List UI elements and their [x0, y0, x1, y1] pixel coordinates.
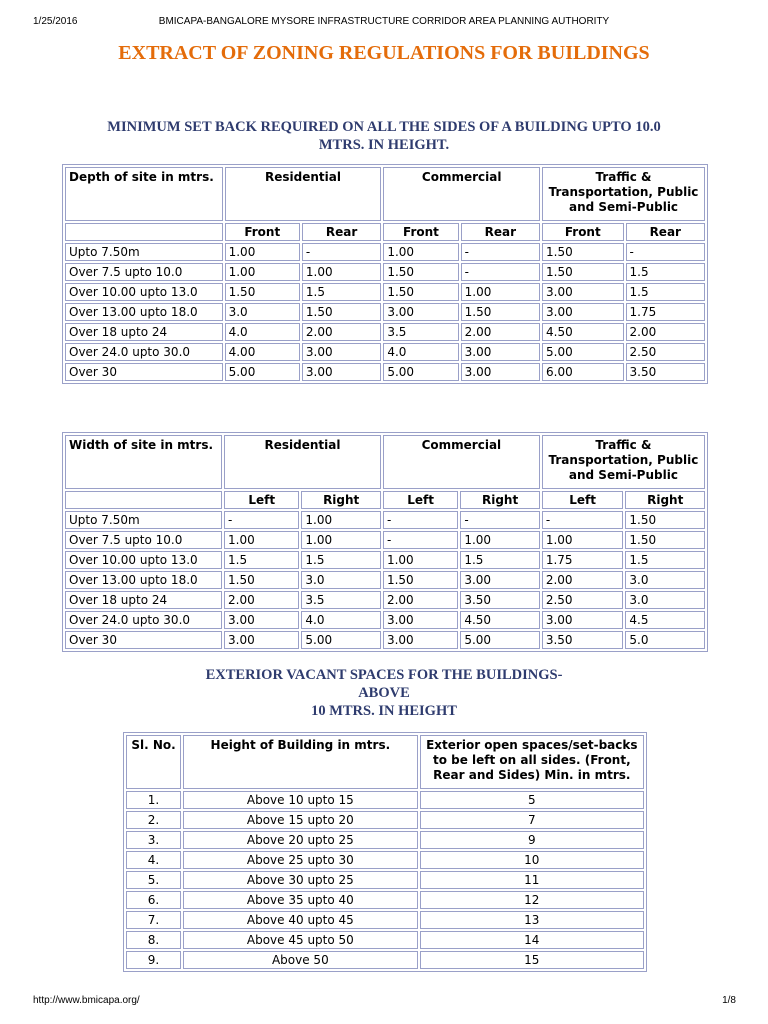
- setback-depth-table: [62, 164, 708, 384]
- table-cell: 3.00: [302, 363, 381, 381]
- table-cell: 4.: [126, 851, 181, 869]
- table-row: [65, 343, 705, 361]
- table-cell: 3.00: [542, 611, 624, 629]
- subheader: Front: [225, 223, 300, 241]
- table-cell: 2.00: [626, 323, 705, 341]
- table-cell: Above 30 upto 25: [183, 871, 418, 889]
- table-row: [65, 571, 705, 589]
- table-cell: 3.00: [542, 303, 623, 321]
- table-cell: 5.0: [625, 631, 705, 649]
- table-cell: 4.0: [383, 343, 458, 361]
- page-footer-url[interactable]: http://www.bmicapa.org/: [33, 995, 140, 1006]
- table-cell: Over 18 upto 24: [65, 323, 223, 341]
- table-cell: -: [383, 531, 458, 549]
- table-row: [65, 363, 705, 381]
- table-cell: 1.00: [461, 283, 540, 301]
- setback-width-table: [62, 432, 708, 652]
- height-header: Height of Building in mtrs.: [183, 735, 418, 789]
- table-cell: -: [460, 511, 540, 529]
- table-cell: -: [626, 243, 705, 261]
- table-header-row: [126, 735, 644, 789]
- table-cell: 3.0: [625, 591, 705, 609]
- table-cell: 3.00: [461, 363, 540, 381]
- table-cell: 1.50: [542, 243, 623, 261]
- table-cell: 15: [420, 951, 644, 969]
- table-cell: 5.00: [383, 363, 458, 381]
- table-cell: Over 30: [65, 631, 222, 649]
- table-cell: 8.: [126, 931, 181, 949]
- table-cell: 1.75: [542, 551, 624, 569]
- table-row: [126, 931, 644, 949]
- table-cell: Above 25 upto 30: [183, 851, 418, 869]
- group-header-traffic: Traffic & Transportation, Public and Semi-Public: [542, 435, 705, 489]
- subheader: Rear: [302, 223, 381, 241]
- table-cell: 1.5: [224, 551, 299, 569]
- subheader: Left: [542, 491, 624, 509]
- subheader: Left: [224, 491, 299, 509]
- table-cell: 4.5: [625, 611, 705, 629]
- table-cell: 1.50: [225, 283, 300, 301]
- table-row: [65, 283, 705, 301]
- table-cell: 1.00: [460, 531, 540, 549]
- table-cell: 2.00: [542, 571, 624, 589]
- table-cell: 3.00: [383, 611, 458, 629]
- table-cell: 3.00: [460, 571, 540, 589]
- table-row: [126, 791, 644, 809]
- table-cell: -: [224, 511, 299, 529]
- group-header-residential: Residential: [224, 435, 381, 489]
- sl-no-header: Sl. No.: [126, 735, 181, 789]
- table-cell: 3.00: [461, 343, 540, 361]
- width-column-header: Width of site in mtrs.: [65, 435, 222, 489]
- table-cell: 5.00: [225, 363, 300, 381]
- table-cell: 4.0: [225, 323, 300, 341]
- section1-heading-line2: MTRS. IN HEIGHT.: [318, 137, 450, 153]
- group-header-commercial: Commercial: [383, 435, 540, 489]
- table-cell: 9.: [126, 951, 181, 969]
- section2-heading-line1: EXTERIOR VACANT SPACES FOR THE BUILDINGS-: [205, 667, 563, 683]
- table-cell: 14: [420, 931, 644, 949]
- table-cell: Over 24.0 upto 30.0: [65, 343, 223, 361]
- table-cell: 4.0: [301, 611, 381, 629]
- table-cell: Above 40 upto 45: [183, 911, 418, 929]
- table-cell: 9: [420, 831, 644, 849]
- depth-column-header: Depth of site in mtrs.: [65, 167, 223, 221]
- table-row: [65, 611, 705, 629]
- table-row: [126, 811, 644, 829]
- table-row: [126, 851, 644, 869]
- table-cell: 5.00: [542, 343, 623, 361]
- subheader-empty: [65, 491, 222, 509]
- table-cell: 10: [420, 851, 644, 869]
- table-cell: -: [461, 243, 540, 261]
- subheader: Right: [625, 491, 705, 509]
- table-cell: 1.00: [383, 551, 458, 569]
- table-cell: 3.0: [301, 571, 381, 589]
- table-cell: 1.5: [626, 283, 705, 301]
- table-cell: 2.00: [461, 323, 540, 341]
- table-cell: 3.00: [383, 303, 458, 321]
- table-row: [65, 303, 705, 321]
- table-cell: 3.5: [301, 591, 381, 609]
- table-cell: 5.00: [460, 631, 540, 649]
- table-cell: 1.50: [542, 263, 623, 281]
- table-cell: 1.50: [625, 531, 705, 549]
- table-row: [65, 591, 705, 609]
- table-cell: 1.50: [302, 303, 381, 321]
- table-cell: 1.50: [383, 283, 458, 301]
- table-cell: -: [542, 511, 624, 529]
- table-cell: 2.50: [626, 343, 705, 361]
- table-cell: 1.: [126, 791, 181, 809]
- subheader-empty: [65, 223, 223, 241]
- table-row: [65, 631, 705, 649]
- section1-heading-line1: MINIMUM SET BACK REQUIRED ON ALL THE SIDES OF A BUILDING UPTO 10.0: [107, 119, 661, 135]
- page-footer-page-number: 1/8: [722, 995, 736, 1006]
- table-cell: -: [302, 243, 381, 261]
- page-header-title: BMICAPA-BANGALORE MYSORE INFRASTRUCTURE CORRIDOR AREA PLANNING AUTHORITY: [158, 16, 610, 27]
- table-cell: 5.: [126, 871, 181, 889]
- table-cell: Upto 7.50m: [65, 511, 222, 529]
- table-cell: -: [383, 511, 458, 529]
- table-row: [126, 831, 644, 849]
- table-cell: 1.00: [301, 511, 381, 529]
- group-header-commercial: Commercial: [383, 167, 540, 221]
- table-cell: Over 7.5 upto 10.0: [65, 531, 222, 549]
- open-space-header: Exterior open spaces/set-backs to be left on all sides. (Front, Rear and Sides) Min. in mtrs.: [420, 735, 644, 789]
- table-subheader-row: [65, 223, 705, 241]
- table-cell: 1.5: [301, 551, 381, 569]
- table-cell: Above 20 upto 25: [183, 831, 418, 849]
- table-cell: 1.5: [625, 551, 705, 569]
- table-cell: 3.00: [383, 631, 458, 649]
- table-cell: 1.00: [225, 243, 300, 261]
- table-cell: 5.00: [301, 631, 381, 649]
- table-cell: 3.: [126, 831, 181, 849]
- section2-heading-line3: 10 MTRS. IN HEIGHT: [311, 703, 457, 719]
- table-cell: 1.50: [625, 511, 705, 529]
- table-cell: 4.00: [225, 343, 300, 361]
- table-cell: 6.: [126, 891, 181, 909]
- table-row: [126, 951, 644, 969]
- table-row: [126, 891, 644, 909]
- table-cell: 3.00: [224, 631, 299, 649]
- table-cell: 1.00: [542, 531, 624, 549]
- table-cell: 2.: [126, 811, 181, 829]
- table-cell: Over 10.00 upto 13.0: [65, 283, 223, 301]
- table-cell: Upto 7.50m: [65, 243, 223, 261]
- table-cell: Over 30: [65, 363, 223, 381]
- table-cell: 2.00: [383, 591, 458, 609]
- section2-heading: [0, 666, 768, 720]
- table-cell: 2.50: [542, 591, 624, 609]
- table-cell: Over 24.0 upto 30.0: [65, 611, 222, 629]
- table-cell: 7.: [126, 911, 181, 929]
- exterior-spaces-table: [123, 732, 647, 972]
- table-cell: Above 10 upto 15: [183, 791, 418, 809]
- table-cell: Above 15 upto 20: [183, 811, 418, 829]
- table-cell: Above 50: [183, 951, 418, 969]
- group-header-residential: Residential: [225, 167, 382, 221]
- table-cell: Over 10.00 upto 13.0: [65, 551, 222, 569]
- table-cell: 1.00: [301, 531, 381, 549]
- page-header-date: 1/25/2016: [33, 16, 78, 27]
- table-header-row: [65, 435, 705, 489]
- subheader: Left: [383, 491, 458, 509]
- table-cell: 7: [420, 811, 644, 829]
- table-cell: 1.75: [626, 303, 705, 321]
- subheader: Right: [301, 491, 381, 509]
- table-row: [126, 911, 644, 929]
- table-cell: 1.50: [383, 263, 458, 281]
- subheader: Front: [383, 223, 458, 241]
- table-cell: 11: [420, 871, 644, 889]
- table-header-row: [65, 167, 705, 221]
- table-cell: 13: [420, 911, 644, 929]
- table-cell: Over 13.00 upto 18.0: [65, 571, 222, 589]
- table-row: [65, 243, 705, 261]
- table-cell: Above 35 upto 40: [183, 891, 418, 909]
- table-cell: 1.5: [302, 283, 381, 301]
- table-cell: 3.0: [225, 303, 300, 321]
- section1-heading: [0, 118, 768, 154]
- subheader: Rear: [626, 223, 705, 241]
- table-cell: -: [461, 263, 540, 281]
- table-cell: 6.00: [542, 363, 623, 381]
- table-cell: 3.00: [224, 611, 299, 629]
- table-cell: Above 45 upto 50: [183, 931, 418, 949]
- table-cell: 1.5: [626, 263, 705, 281]
- table-cell: 3.5: [383, 323, 458, 341]
- table-cell: 3.50: [542, 631, 624, 649]
- table-cell: 2.00: [302, 323, 381, 341]
- table-row: [126, 871, 644, 889]
- subheader: Rear: [461, 223, 540, 241]
- table-cell: 1.5: [460, 551, 540, 569]
- table-cell: 1.00: [225, 263, 300, 281]
- table-cell: 12: [420, 891, 644, 909]
- table-row: [65, 531, 705, 549]
- table-cell: 3.50: [460, 591, 540, 609]
- table-cell: 1.50: [461, 303, 540, 321]
- table-cell: 3.0: [625, 571, 705, 589]
- table-row: [65, 263, 705, 281]
- subheader: Front: [542, 223, 623, 241]
- main-title: EXTRACT OF ZONING REGULATIONS FOR BUILDINGS: [118, 42, 650, 64]
- subheader: Right: [460, 491, 540, 509]
- table-cell: 3.00: [302, 343, 381, 361]
- table-cell: Over 7.5 upto 10.0: [65, 263, 223, 281]
- table-cell: 1.50: [383, 571, 458, 589]
- table-cell: 1.50: [224, 571, 299, 589]
- section2-heading-line2: ABOVE: [358, 685, 410, 701]
- table-row: [65, 511, 705, 529]
- table-cell: Over 13.00 upto 18.0: [65, 303, 223, 321]
- table-row: [65, 551, 705, 569]
- table-cell: 3.50: [626, 363, 705, 381]
- table-cell: 1.00: [302, 263, 381, 281]
- table-cell: 1.00: [383, 243, 458, 261]
- table-subheader-row: [65, 491, 705, 509]
- table-cell: 2.00: [224, 591, 299, 609]
- table-cell: 4.50: [460, 611, 540, 629]
- table-cell: 4.50: [542, 323, 623, 341]
- table-cell: 5: [420, 791, 644, 809]
- table-cell: 1.00: [224, 531, 299, 549]
- table-cell: Over 18 upto 24: [65, 591, 222, 609]
- group-header-traffic: Traffic & Transportation, Public and Semi-Public: [542, 167, 705, 221]
- table-cell: 3.00: [542, 283, 623, 301]
- table-row: [65, 323, 705, 341]
